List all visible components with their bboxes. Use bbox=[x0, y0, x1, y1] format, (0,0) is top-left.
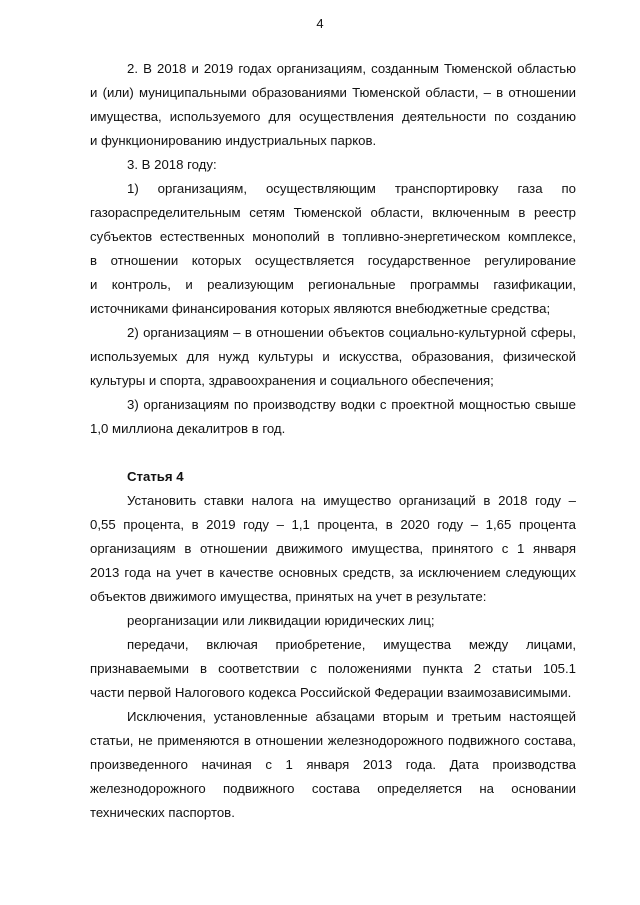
text-line: части первой Налогового кодекса Российской Федерации взаимозависимыми. bbox=[90, 685, 572, 700]
text-line: передачи, включая приобретение, имущества между лицами, bbox=[127, 637, 576, 652]
text-line: источниками финансирования которых являются внебюджетные средства; bbox=[90, 301, 551, 316]
text-line: организациям в отношении движимого имущества, принятого с 1 января bbox=[90, 541, 576, 556]
text-line: и контроль, и реализующим региональные программы газификации, bbox=[90, 277, 576, 292]
text-line: объектов движимого имущества, принятых на учет в результате: bbox=[90, 589, 487, 604]
text-line: технических паспортов. bbox=[90, 805, 235, 820]
text-line: 2013 года на учет в качестве основных средств, за исключением следующих bbox=[90, 565, 576, 580]
text-line: железнодорожного подвижного состава определяется на основании bbox=[90, 781, 576, 796]
article-heading: Статья 4 bbox=[127, 469, 184, 484]
text-line: признаваемыми в соответствии с положениями пункта 2 статьи 105.1 bbox=[90, 661, 576, 676]
text-line: и функционированию индустриальных парков. bbox=[90, 133, 377, 148]
text-line: 1,0 миллиона декалитров в год. bbox=[90, 421, 286, 436]
text-line: 3) организациям по производству водки с проектной мощностью свыше bbox=[127, 397, 576, 412]
text-line: газораспределительным сетям Тюменской области, включенным в реестр bbox=[90, 205, 576, 220]
text-line: 3. В 2018 году: bbox=[127, 157, 217, 172]
text-line: 2. В 2018 и 2019 годах организациям, созданным Тюменской областью bbox=[127, 61, 576, 76]
text-line: статьи, не применяются в отношении железнодорожного подвижного состава, bbox=[90, 733, 576, 748]
text-line: используемых для нужд культуры и искусства, образования, физической bbox=[90, 349, 576, 364]
text-line: Исключения, установленные абзацами вторым и третьим настоящей bbox=[127, 709, 576, 724]
text-line: в отношении которых осуществляется государственное регулирование bbox=[90, 253, 576, 268]
text-line: 2) организациям – в отношении объектов социально-культурной сферы, bbox=[127, 325, 576, 340]
text-line: культуры и спорта, здравоохранения и социального обеспечения; bbox=[90, 373, 494, 388]
text-line: произведенного начиная с 1 января 2013 года. Дата производства bbox=[90, 757, 576, 772]
text-line: Установить ставки налога на имущество организаций в 2018 году – bbox=[127, 493, 576, 508]
text-line: 0,55 процента, в 2019 году – 1,1 процента, в 2020 году – 1,65 процента bbox=[90, 517, 576, 532]
text-line: и (или) муниципальными образованиями Тюменской области, – в отношении bbox=[90, 85, 576, 100]
text-line: 1) организациям, осуществляющим транспортировку газа по bbox=[127, 181, 576, 196]
page-number: 4 bbox=[316, 16, 324, 31]
text-line: субъектов естественных монополий в топливно-энергетическом комплексе, bbox=[90, 229, 576, 244]
text-line: имущества, используемого для осуществления деятельности по созданию bbox=[90, 109, 576, 124]
text-line: реорганизации или ликвидации юридических лиц; bbox=[127, 613, 435, 628]
